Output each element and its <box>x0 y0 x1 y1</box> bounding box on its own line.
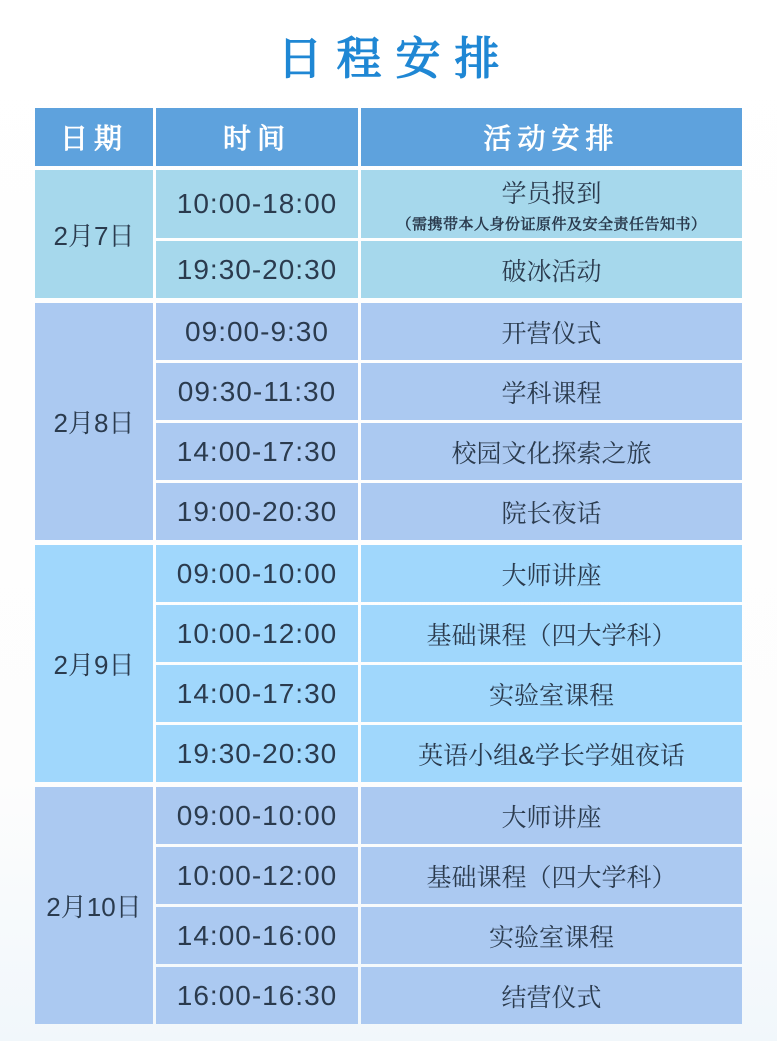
table-header-row <box>35 108 742 166</box>
group-rows <box>156 787 742 1024</box>
activity-note: （需携带本人身份证原件及安全责任告知书） <box>396 216 707 233</box>
activity-cell <box>361 423 742 480</box>
header-date: 日期 <box>35 108 153 166</box>
time-cell: 19:30-20:30 <box>156 241 358 298</box>
schedule-row <box>156 967 742 1024</box>
activity-cell <box>361 665 742 722</box>
schedule-row <box>156 170 742 238</box>
date-cell: 2月10日 <box>35 787 153 1024</box>
date-cell: 2月8日 <box>35 303 153 540</box>
activity-label: 学科课程 <box>501 379 602 408</box>
date-group <box>35 303 742 540</box>
activity-cell <box>361 170 742 238</box>
activity-cell <box>361 303 742 360</box>
activity-label: 院长夜话 <box>501 499 602 528</box>
time-cell: 10:00-12:00 <box>156 847 358 904</box>
group-rows <box>156 545 742 782</box>
schedule-row <box>156 423 742 480</box>
schedule-row <box>156 907 742 964</box>
schedule-row <box>156 605 742 662</box>
header-time: 时间 <box>156 108 358 166</box>
schedule-row <box>156 363 742 420</box>
time-cell: 09:00-9:30 <box>156 303 358 360</box>
activity-label: 大师讲座 <box>501 561 602 590</box>
time-cell: 14:00-17:30 <box>156 665 358 722</box>
activity-cell <box>361 363 742 420</box>
activity-label: 学员报到 <box>501 180 602 208</box>
date-group <box>35 787 742 1024</box>
schedule-row <box>156 665 742 722</box>
date-cell: 2月9日 <box>35 545 153 782</box>
schedule-row <box>156 545 742 602</box>
activity-cell <box>361 907 742 964</box>
schedule-row <box>156 725 742 782</box>
time-cell: 14:00-16:00 <box>156 907 358 964</box>
schedule-row <box>156 303 742 360</box>
time-cell: 10:00-12:00 <box>156 605 358 662</box>
activity-cell <box>361 605 742 662</box>
activity-label: 基础课程（四大学科） <box>426 621 677 650</box>
activity-label: 破冰活动 <box>501 257 602 286</box>
activity-label: 结营仪式 <box>501 983 602 1012</box>
activity-cell <box>361 967 742 1024</box>
date-cell: 2月7日 <box>35 170 153 298</box>
activity-label: 实验室课程 <box>488 923 614 952</box>
header-activity: 活动安排 <box>361 108 742 166</box>
activity-cell <box>361 241 742 298</box>
schedule-table <box>35 108 742 1024</box>
schedule-row <box>156 787 742 844</box>
group-rows <box>156 170 742 298</box>
activity-cell <box>361 483 742 540</box>
time-cell: 16:00-16:30 <box>156 967 358 1024</box>
activity-label: 英语小组&学长学姐夜话 <box>418 741 685 770</box>
activity-cell <box>361 545 742 602</box>
date-group <box>35 170 742 298</box>
time-cell: 09:30-11:30 <box>156 363 358 420</box>
table-body <box>35 170 742 1024</box>
time-cell: 09:00-10:00 <box>156 545 358 602</box>
activity-label: 基础课程（四大学科） <box>426 863 677 892</box>
activity-cell <box>361 725 742 782</box>
schedule-row <box>156 847 742 904</box>
time-cell: 09:00-10:00 <box>156 787 358 844</box>
activity-label: 校园文化探索之旅 <box>451 439 652 468</box>
page-title: 日程安排 <box>277 33 514 84</box>
activity-cell <box>361 787 742 844</box>
group-rows <box>156 303 742 540</box>
time-cell: 10:00-18:00 <box>156 170 358 238</box>
activity-cell <box>361 847 742 904</box>
time-cell: 14:00-17:30 <box>156 423 358 480</box>
schedule-row <box>156 483 742 540</box>
date-group <box>35 545 742 782</box>
activity-label: 实验室课程 <box>488 681 614 710</box>
activity-label: 开营仪式 <box>501 319 602 348</box>
time-cell: 19:00-20:30 <box>156 483 358 540</box>
activity-label: 大师讲座 <box>501 803 602 832</box>
time-cell: 19:30-20:30 <box>156 725 358 782</box>
schedule-row <box>156 241 742 298</box>
